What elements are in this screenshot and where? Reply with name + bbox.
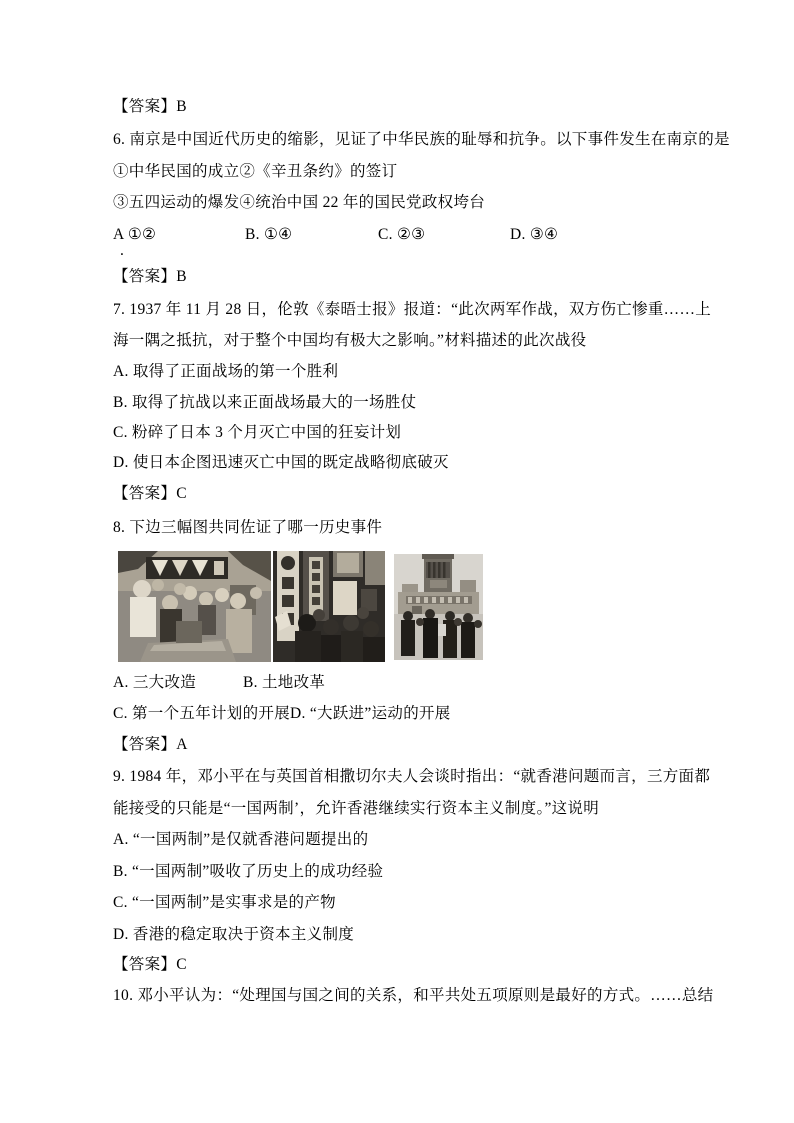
- answer-line-q5: 【答案】B: [113, 98, 187, 115]
- q6-stem-line3: ③五四运动的爆发④统治中国 22 年的国民党政权垮台: [113, 194, 486, 211]
- q9-option-a: A. “一国两制”是仅就香港问题提出的: [113, 831, 369, 848]
- q6-option-c: C. ②③: [378, 226, 426, 243]
- q6-option-b: B. ①④: [245, 226, 293, 243]
- procession-grand-building-photo: [394, 554, 483, 660]
- q6-stem-line2: ①中华民国的成立②《辛丑条约》的签订: [113, 163, 398, 180]
- q6-stem-line1: 6. 南京是中国近代历史的缩影，见证了中华民族的耻辱和抗争。以下事件发生在南京的是: [113, 131, 730, 148]
- q7-stem-line2: 海一隅之抵抗，对于整个中国均有极大之影响。”材料描述的此次战役: [113, 332, 587, 349]
- q6-option-a: A ①②: [113, 226, 157, 243]
- q6-option-d: D. ③④: [510, 226, 559, 243]
- q9-option-d: D. 香港的稳定取决于资本主义制度: [113, 926, 355, 943]
- q9-option-b: B. “一国两制”吸收了历史上的成功经验: [113, 863, 384, 880]
- shopfront-banners-crowd-photo: [273, 551, 385, 662]
- q7-option-d: D. 使日本企图迅速灭亡中国的既定战略彻底破灭: [113, 454, 449, 471]
- q7-option-c: C. 粉碎了日本 3 个月灭亡中国的狂妄计划: [113, 424, 402, 441]
- q9-stem-line1: 9. 1984 年，邓小平在与英国首相撒切尔夫人会谈时指出：“就香港问题而言，三方面都: [113, 768, 711, 785]
- q7-option-a: A. 取得了正面战场的第一个胜利: [113, 363, 339, 380]
- answer-line-q6: 【答案】B: [113, 268, 187, 285]
- q8-stem-line: 8. 下边三幅图共同佐证了哪一历史事件: [113, 519, 383, 536]
- q8-option-b: B. 土地改革: [243, 674, 326, 691]
- q10-stem-line1: 10. 邓小平认为：“处理国与国之间的关系，和平共处五项原则是最好的方式。……总结: [113, 987, 714, 1004]
- answer-line-q8: 【答案】A: [113, 736, 188, 753]
- q7-stem-line1: 7. 1937 年 11 月 28 日，伦敦《泰晤士报》报道：“此次两军作战，双方伤亡惨重……上: [113, 301, 712, 318]
- q6-stray-dot: .: [120, 242, 125, 259]
- q7-option-b: B. 取得了抗战以来正面战场最大的一场胜仗: [113, 394, 417, 411]
- answer-line-q9: 【答案】C: [113, 956, 187, 973]
- q9-stem-line2: 能接受的只能是“一国两制’，允许香港继续实行资本主义制度。”这说明: [113, 800, 600, 817]
- q9-option-c: C. “一国两制”是实事求是的产物: [113, 894, 336, 911]
- answer-line-q7: 【答案】C: [113, 485, 187, 502]
- crowd-signing-at-table-photo: [118, 551, 271, 662]
- q8-option-a: A. 三大改造: [113, 674, 197, 691]
- q8-option-cd: C. 第一个五年计划的开展D. “大跃进”运动的开展: [113, 705, 451, 722]
